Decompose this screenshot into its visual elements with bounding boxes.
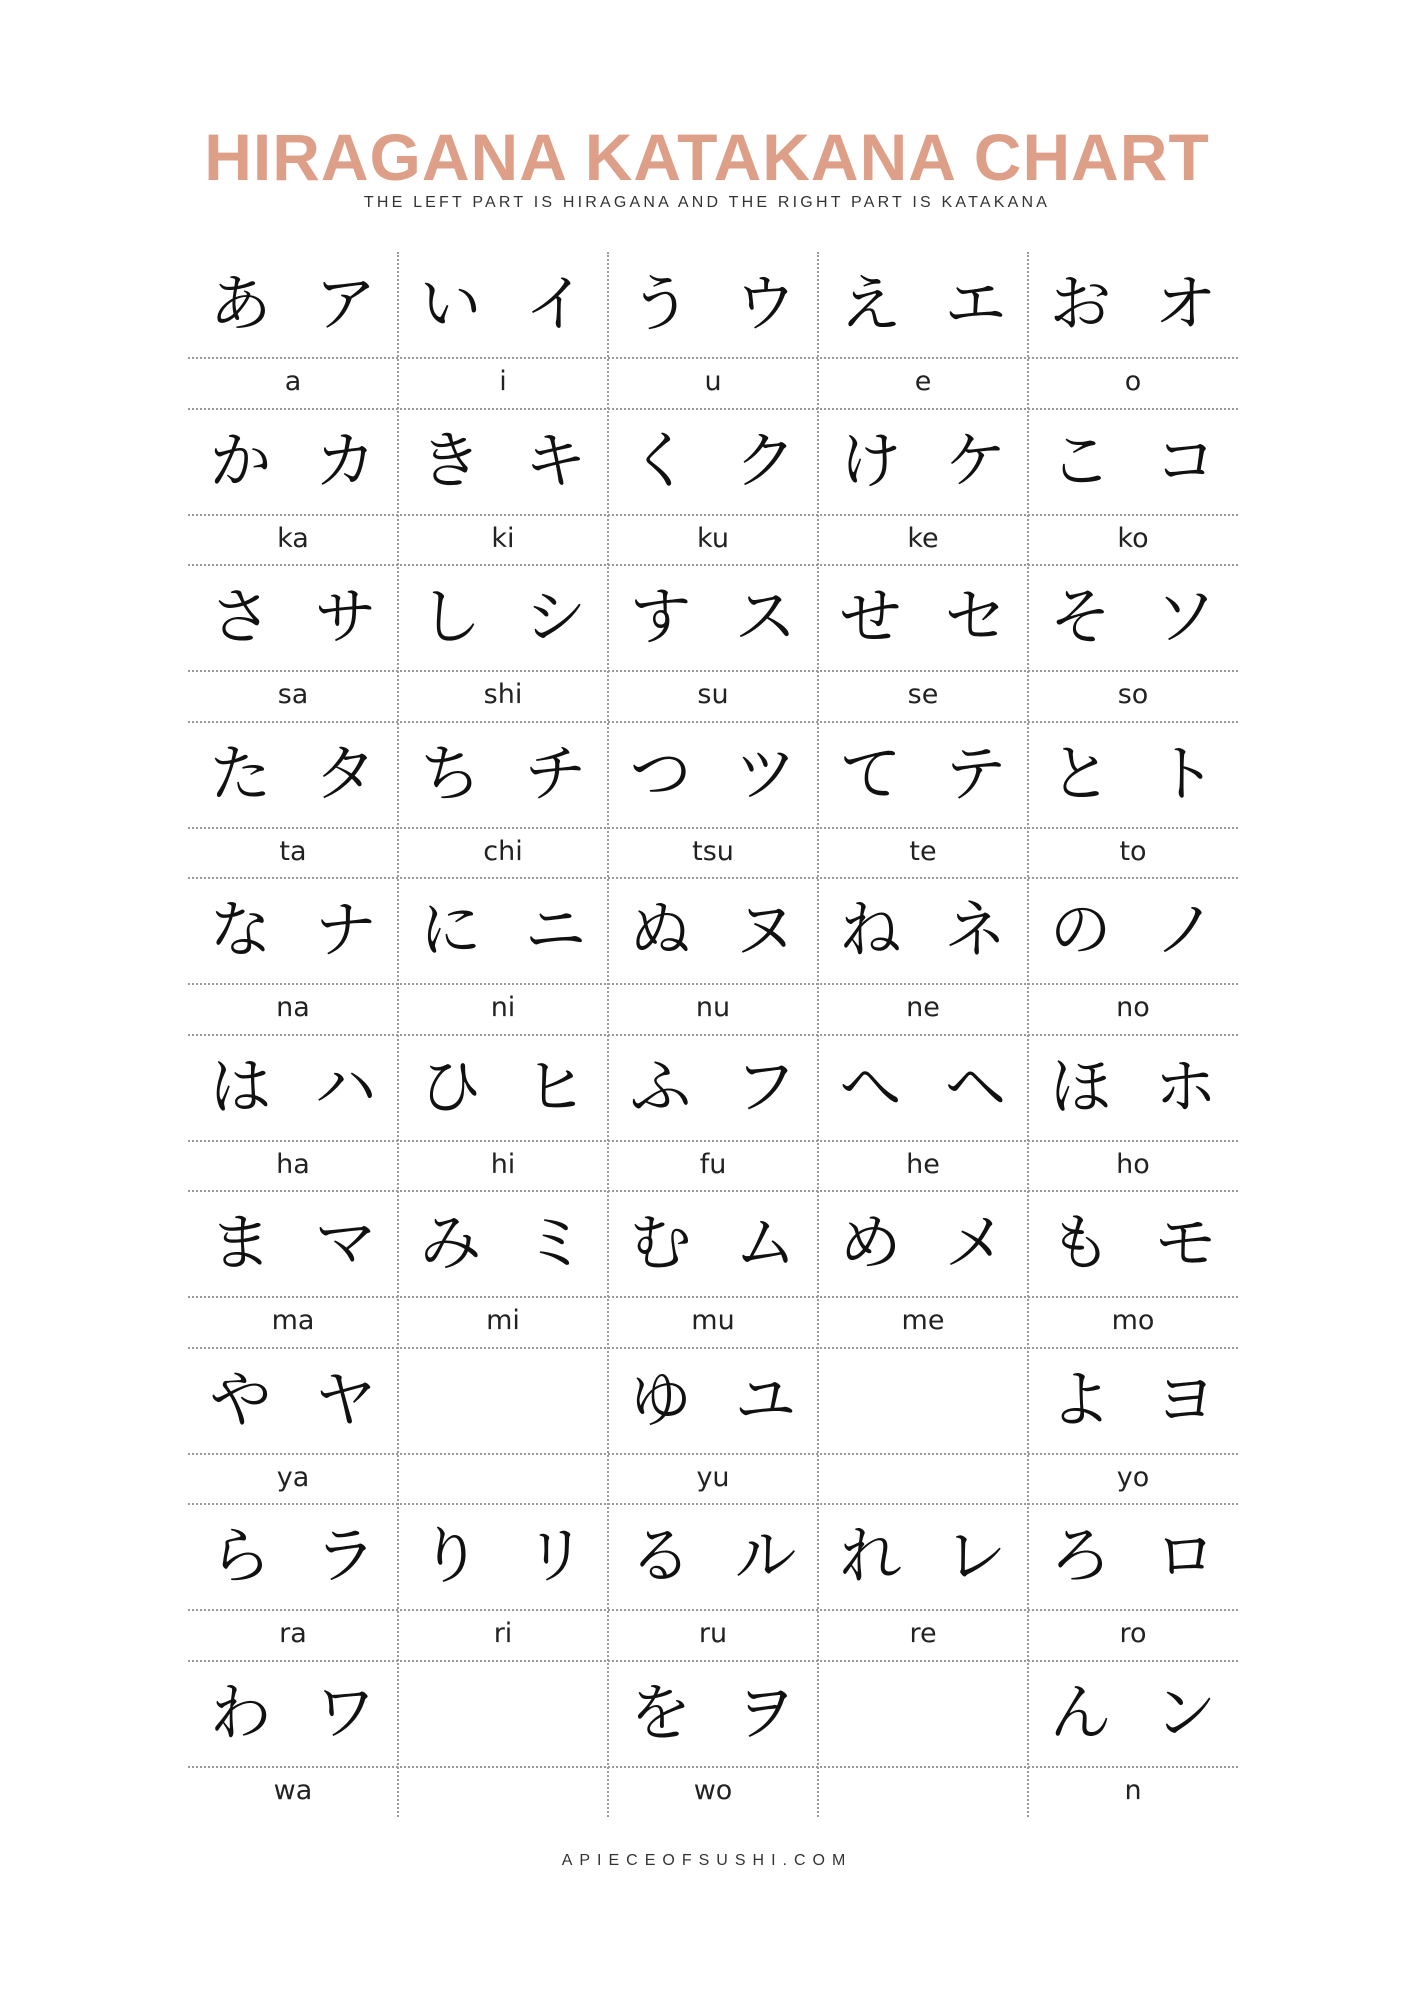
romaji-label: ha bbox=[276, 1148, 310, 1180]
hiragana-char: へ bbox=[839, 1049, 902, 1123]
katakana-char: ワ bbox=[314, 1675, 377, 1749]
katakana-char: ユ bbox=[734, 1362, 797, 1436]
kana-cell bbox=[608, 1504, 818, 1661]
kana-cell bbox=[818, 252, 1028, 409]
romaji-label: nu bbox=[695, 992, 731, 1023]
kana-pair bbox=[398, 1035, 608, 1140]
kana-pair bbox=[1028, 722, 1238, 827]
hiragana-char: ね bbox=[839, 893, 902, 966]
hiragana-char: え bbox=[839, 267, 902, 340]
kana-cell bbox=[188, 1191, 398, 1348]
romaji-label: o bbox=[1124, 366, 1142, 397]
katakana-char: ナ bbox=[314, 893, 377, 966]
kana-pair bbox=[818, 252, 1028, 357]
romaji-label: wa bbox=[273, 1774, 313, 1806]
hiragana-char: り bbox=[419, 1519, 482, 1592]
hiragana-char: き bbox=[419, 423, 482, 497]
hiragana-char: そ bbox=[1049, 580, 1112, 653]
romaji-label: yu bbox=[696, 1461, 730, 1493]
romaji-label: ru bbox=[698, 1618, 728, 1649]
kana-cell bbox=[818, 1504, 1028, 1661]
katakana-char: キ bbox=[524, 423, 587, 497]
hiragana-char: ら bbox=[209, 1519, 272, 1592]
hiragana-char: お bbox=[1049, 267, 1112, 340]
katakana-char: ハ bbox=[314, 1049, 377, 1123]
kana-cell bbox=[398, 565, 608, 722]
kana-pair bbox=[398, 409, 608, 514]
kana-pair bbox=[188, 1191, 398, 1296]
katakana-char: タ bbox=[314, 736, 377, 810]
kana-cell bbox=[398, 1348, 608, 1505]
kana-pair bbox=[818, 1504, 1028, 1609]
hiragana-char: も bbox=[1049, 1206, 1112, 1279]
katakana-char: ヨ bbox=[1154, 1362, 1217, 1436]
kana-cell bbox=[398, 1035, 608, 1192]
romaji-label: wo bbox=[693, 1774, 733, 1806]
katakana-char: ミ bbox=[524, 1206, 587, 1279]
romaji-label: ro bbox=[1119, 1618, 1147, 1649]
hiragana-char: に bbox=[419, 893, 482, 966]
katakana-char: ホ bbox=[1154, 1049, 1217, 1123]
kana-cell bbox=[188, 878, 398, 1035]
hiragana-char: れ bbox=[839, 1519, 902, 1592]
hiragana-char: す bbox=[629, 580, 692, 653]
kana-pair bbox=[398, 1191, 608, 1296]
kana-cell bbox=[1028, 1661, 1238, 1818]
hiragana-char: あ bbox=[209, 267, 272, 340]
kana-pair bbox=[608, 722, 818, 827]
katakana-char: ト bbox=[1154, 736, 1217, 810]
kana-cell bbox=[818, 1191, 1028, 1348]
romaji-label: u bbox=[704, 366, 722, 397]
kana-pair bbox=[398, 252, 608, 357]
kana-pair bbox=[818, 1348, 1028, 1453]
kana-pair bbox=[818, 1661, 1028, 1766]
kana-pair bbox=[1028, 565, 1238, 670]
page-title: HIRAGANA KATAKANA CHART bbox=[204, 120, 1210, 194]
katakana-char: ラ bbox=[314, 1519, 377, 1592]
romaji-label: ke bbox=[907, 522, 939, 554]
hiragana-char: や bbox=[209, 1362, 272, 1436]
kana-cell bbox=[818, 1661, 1028, 1818]
hiragana-char: み bbox=[419, 1206, 482, 1279]
hiragana-char: し bbox=[419, 580, 482, 653]
hiragana-char: か bbox=[209, 423, 272, 497]
hiragana-char: る bbox=[629, 1519, 692, 1592]
kana-cell bbox=[398, 409, 608, 566]
hiragana-char: な bbox=[209, 893, 272, 966]
katakana-char: リ bbox=[524, 1519, 587, 1592]
hiragana-char: ろ bbox=[1049, 1519, 1112, 1592]
hiragana-char: つ bbox=[629, 736, 692, 810]
kana-cell bbox=[608, 1035, 818, 1192]
katakana-char: モ bbox=[1154, 1206, 1217, 1279]
katakana-char: ヘ bbox=[944, 1049, 1007, 1123]
hiragana-char: ち bbox=[419, 736, 482, 810]
romaji-label: to bbox=[1119, 835, 1147, 867]
katakana-char: ケ bbox=[944, 423, 1007, 497]
hiragana-char: む bbox=[629, 1206, 692, 1279]
katakana-char: ル bbox=[734, 1519, 797, 1592]
katakana-char: ン bbox=[1154, 1675, 1217, 1749]
romaji-label: i bbox=[499, 366, 507, 397]
kana-cell bbox=[1028, 565, 1238, 722]
kana-cell bbox=[188, 722, 398, 879]
hiragana-char: い bbox=[419, 267, 482, 340]
kana-pair bbox=[188, 1348, 398, 1453]
katakana-char: ツ bbox=[734, 736, 797, 810]
romaji-label: na bbox=[276, 992, 310, 1023]
hiragana-char: う bbox=[629, 267, 692, 340]
kana-cell bbox=[188, 1035, 398, 1192]
kana-pair bbox=[188, 722, 398, 827]
kana-cell bbox=[608, 1191, 818, 1348]
kana-cell bbox=[608, 1661, 818, 1818]
kana-cell bbox=[608, 565, 818, 722]
kana-pair bbox=[1028, 409, 1238, 514]
kana-pair bbox=[1028, 1035, 1238, 1140]
kana-pair bbox=[188, 1035, 398, 1140]
kana-pair bbox=[398, 878, 608, 983]
kana-cell bbox=[398, 1191, 608, 1348]
katakana-char: ソ bbox=[1154, 580, 1217, 653]
kana-pair bbox=[608, 565, 818, 670]
katakana-char: ネ bbox=[944, 893, 1007, 966]
kana-cell bbox=[818, 722, 1028, 879]
katakana-char: ウ bbox=[734, 267, 797, 340]
hiragana-char: け bbox=[839, 423, 902, 497]
kana-cell bbox=[1028, 1348, 1238, 1505]
kana-grid bbox=[188, 252, 1238, 1817]
romaji-label: sa bbox=[277, 679, 309, 710]
hiragana-char: わ bbox=[209, 1675, 272, 1749]
kana-cell bbox=[398, 878, 608, 1035]
hiragana-char: ゆ bbox=[629, 1362, 692, 1436]
kana-pair bbox=[818, 1035, 1028, 1140]
kana-pair bbox=[818, 1191, 1028, 1296]
katakana-char: ム bbox=[734, 1206, 797, 1279]
romaji-label: e bbox=[914, 366, 932, 397]
hiragana-char: の bbox=[1049, 893, 1112, 966]
hiragana-char: こ bbox=[1049, 423, 1112, 497]
romaji-label: shi bbox=[483, 679, 523, 710]
romaji-label: me bbox=[901, 1305, 945, 1336]
katakana-char: カ bbox=[314, 423, 377, 497]
romaji-label: a bbox=[284, 366, 302, 397]
katakana-char: ス bbox=[734, 580, 797, 653]
kana-pair bbox=[398, 565, 608, 670]
katakana-char: エ bbox=[944, 267, 1007, 340]
hiragana-char: さ bbox=[209, 580, 272, 653]
romaji-label: tsu bbox=[692, 835, 734, 867]
romaji-label: ko bbox=[1117, 522, 1149, 554]
kana-pair bbox=[188, 565, 398, 670]
kana-pair bbox=[1028, 1504, 1238, 1609]
kana-cell bbox=[818, 878, 1028, 1035]
kana-pair bbox=[818, 878, 1028, 983]
kana-cell bbox=[398, 252, 608, 409]
romaji-label: ma bbox=[271, 1305, 315, 1336]
kana-pair bbox=[608, 252, 818, 357]
hiragana-char: ふ bbox=[629, 1049, 692, 1123]
romaji-label: re bbox=[909, 1618, 937, 1649]
hiragana-char: ん bbox=[1049, 1675, 1112, 1749]
kana-pair bbox=[818, 409, 1028, 514]
romaji-label: ki bbox=[491, 522, 515, 554]
kana-cell bbox=[608, 252, 818, 409]
katakana-char: コ bbox=[1154, 423, 1217, 497]
romaji-label: ra bbox=[279, 1618, 307, 1649]
katakana-char: メ bbox=[944, 1206, 1007, 1279]
romaji-label: ri bbox=[493, 1618, 513, 1649]
romaji-label: ho bbox=[1116, 1148, 1150, 1180]
romaji-label: ka bbox=[277, 522, 309, 554]
hiragana-char: ほ bbox=[1049, 1049, 1112, 1123]
romaji-label: yo bbox=[1116, 1461, 1150, 1493]
kana-cell bbox=[1028, 878, 1238, 1035]
romaji-label: chi bbox=[483, 835, 523, 867]
kana-pair bbox=[1028, 252, 1238, 357]
hiragana-char: ひ bbox=[419, 1049, 482, 1123]
romaji-label: su bbox=[697, 679, 729, 710]
hiragana-char: は bbox=[209, 1049, 272, 1123]
katakana-char: ヲ bbox=[734, 1675, 797, 1749]
romaji-label: hi bbox=[490, 1148, 516, 1180]
kana-cell bbox=[188, 1504, 398, 1661]
hiragana-char: め bbox=[839, 1206, 902, 1279]
kana-pair bbox=[608, 1191, 818, 1296]
romaji-label: te bbox=[909, 835, 937, 867]
kana-cell bbox=[188, 1348, 398, 1505]
kana-pair bbox=[398, 1661, 608, 1766]
romaji-label: fu bbox=[699, 1148, 727, 1180]
kana-pair bbox=[608, 1035, 818, 1140]
kana-pair bbox=[1028, 1191, 1238, 1296]
katakana-char: ロ bbox=[1154, 1519, 1217, 1592]
hiragana-char: く bbox=[629, 423, 692, 497]
kana-cell bbox=[188, 409, 398, 566]
romaji-label: n bbox=[1124, 1774, 1142, 1806]
kana-cell bbox=[1028, 1504, 1238, 1661]
kana-cell bbox=[188, 252, 398, 409]
kana-pair bbox=[608, 1348, 818, 1453]
kana-cell bbox=[1028, 1035, 1238, 1192]
hiragana-char: た bbox=[209, 736, 272, 810]
hiragana-char: せ bbox=[839, 580, 902, 653]
romaji-label: he bbox=[906, 1148, 940, 1180]
kana-cell bbox=[1028, 252, 1238, 409]
kana-pair bbox=[818, 722, 1028, 827]
romaji-label: mi bbox=[486, 1305, 520, 1336]
romaji-label: ya bbox=[276, 1461, 310, 1493]
katakana-char: ク bbox=[734, 423, 797, 497]
kana-pair bbox=[1028, 1661, 1238, 1766]
kana-pair bbox=[398, 722, 608, 827]
katakana-char: フ bbox=[734, 1049, 797, 1123]
kana-cell bbox=[188, 565, 398, 722]
footer-website: APIECEOFSUSHI.COM bbox=[561, 1852, 853, 1869]
romaji-label: se bbox=[907, 679, 939, 710]
katakana-char: ノ bbox=[1154, 893, 1217, 966]
kana-cell bbox=[398, 1661, 608, 1818]
kana-cell bbox=[818, 565, 1028, 722]
hiragana-char: と bbox=[1049, 736, 1112, 810]
kana-pair bbox=[188, 1504, 398, 1609]
kana-cell bbox=[188, 1661, 398, 1818]
kana-cell bbox=[608, 878, 818, 1035]
katakana-char: テ bbox=[944, 736, 1007, 810]
katakana-char: ア bbox=[314, 267, 377, 340]
kana-pair bbox=[608, 1504, 818, 1609]
romaji-label: ne bbox=[906, 992, 940, 1023]
katakana-char: ヌ bbox=[734, 893, 797, 966]
katakana-char: オ bbox=[1154, 267, 1217, 340]
kana-pair bbox=[608, 878, 818, 983]
kana-cell bbox=[818, 1035, 1028, 1192]
katakana-char: チ bbox=[524, 736, 587, 810]
katakana-char: イ bbox=[524, 267, 587, 340]
kana-cell bbox=[818, 409, 1028, 566]
kana-pair bbox=[608, 1661, 818, 1766]
romaji-label: so bbox=[1117, 679, 1149, 710]
katakana-char: マ bbox=[314, 1206, 377, 1279]
katakana-char: シ bbox=[524, 580, 587, 653]
kana-cell bbox=[608, 409, 818, 566]
hiragana-char: を bbox=[629, 1675, 692, 1749]
katakana-char: ヒ bbox=[524, 1049, 587, 1123]
romaji-label: no bbox=[1116, 992, 1150, 1023]
kana-cell bbox=[398, 722, 608, 879]
kana-cell bbox=[1028, 1191, 1238, 1348]
kana-pair bbox=[188, 1661, 398, 1766]
kana-cell bbox=[1028, 409, 1238, 566]
kana-cell bbox=[1028, 722, 1238, 879]
kana-pair bbox=[818, 565, 1028, 670]
kana-pair bbox=[188, 409, 398, 514]
hiragana-char: て bbox=[839, 736, 902, 810]
romaji-label: ku bbox=[697, 522, 729, 554]
kana-cell bbox=[608, 1348, 818, 1505]
kana-pair bbox=[608, 409, 818, 514]
kana-pair bbox=[188, 252, 398, 357]
katakana-char: セ bbox=[944, 580, 1007, 653]
romaji-label: mu bbox=[691, 1305, 735, 1336]
romaji-label: ni bbox=[490, 992, 516, 1023]
kana-pair bbox=[398, 1504, 608, 1609]
kana-cell bbox=[608, 722, 818, 879]
romaji-label: ta bbox=[279, 835, 307, 867]
hiragana-char: ま bbox=[209, 1206, 272, 1279]
hiragana-char: よ bbox=[1049, 1362, 1112, 1436]
kana-cell bbox=[818, 1348, 1028, 1505]
kana-cell bbox=[398, 1504, 608, 1661]
kana-pair bbox=[1028, 1348, 1238, 1453]
kana-pair bbox=[188, 878, 398, 983]
kana-pair bbox=[1028, 878, 1238, 983]
hiragana-char: ぬ bbox=[629, 893, 692, 966]
katakana-char: レ bbox=[944, 1519, 1007, 1592]
katakana-char: ヤ bbox=[314, 1362, 377, 1436]
katakana-char: ニ bbox=[524, 893, 587, 966]
page-subtitle: THE LEFT PART IS HIRAGANA AND THE RIGHT PART IS KATAKANA bbox=[363, 194, 1051, 211]
romaji-label: mo bbox=[1111, 1305, 1155, 1336]
kana-pair bbox=[398, 1348, 608, 1453]
katakana-char: サ bbox=[314, 580, 377, 653]
